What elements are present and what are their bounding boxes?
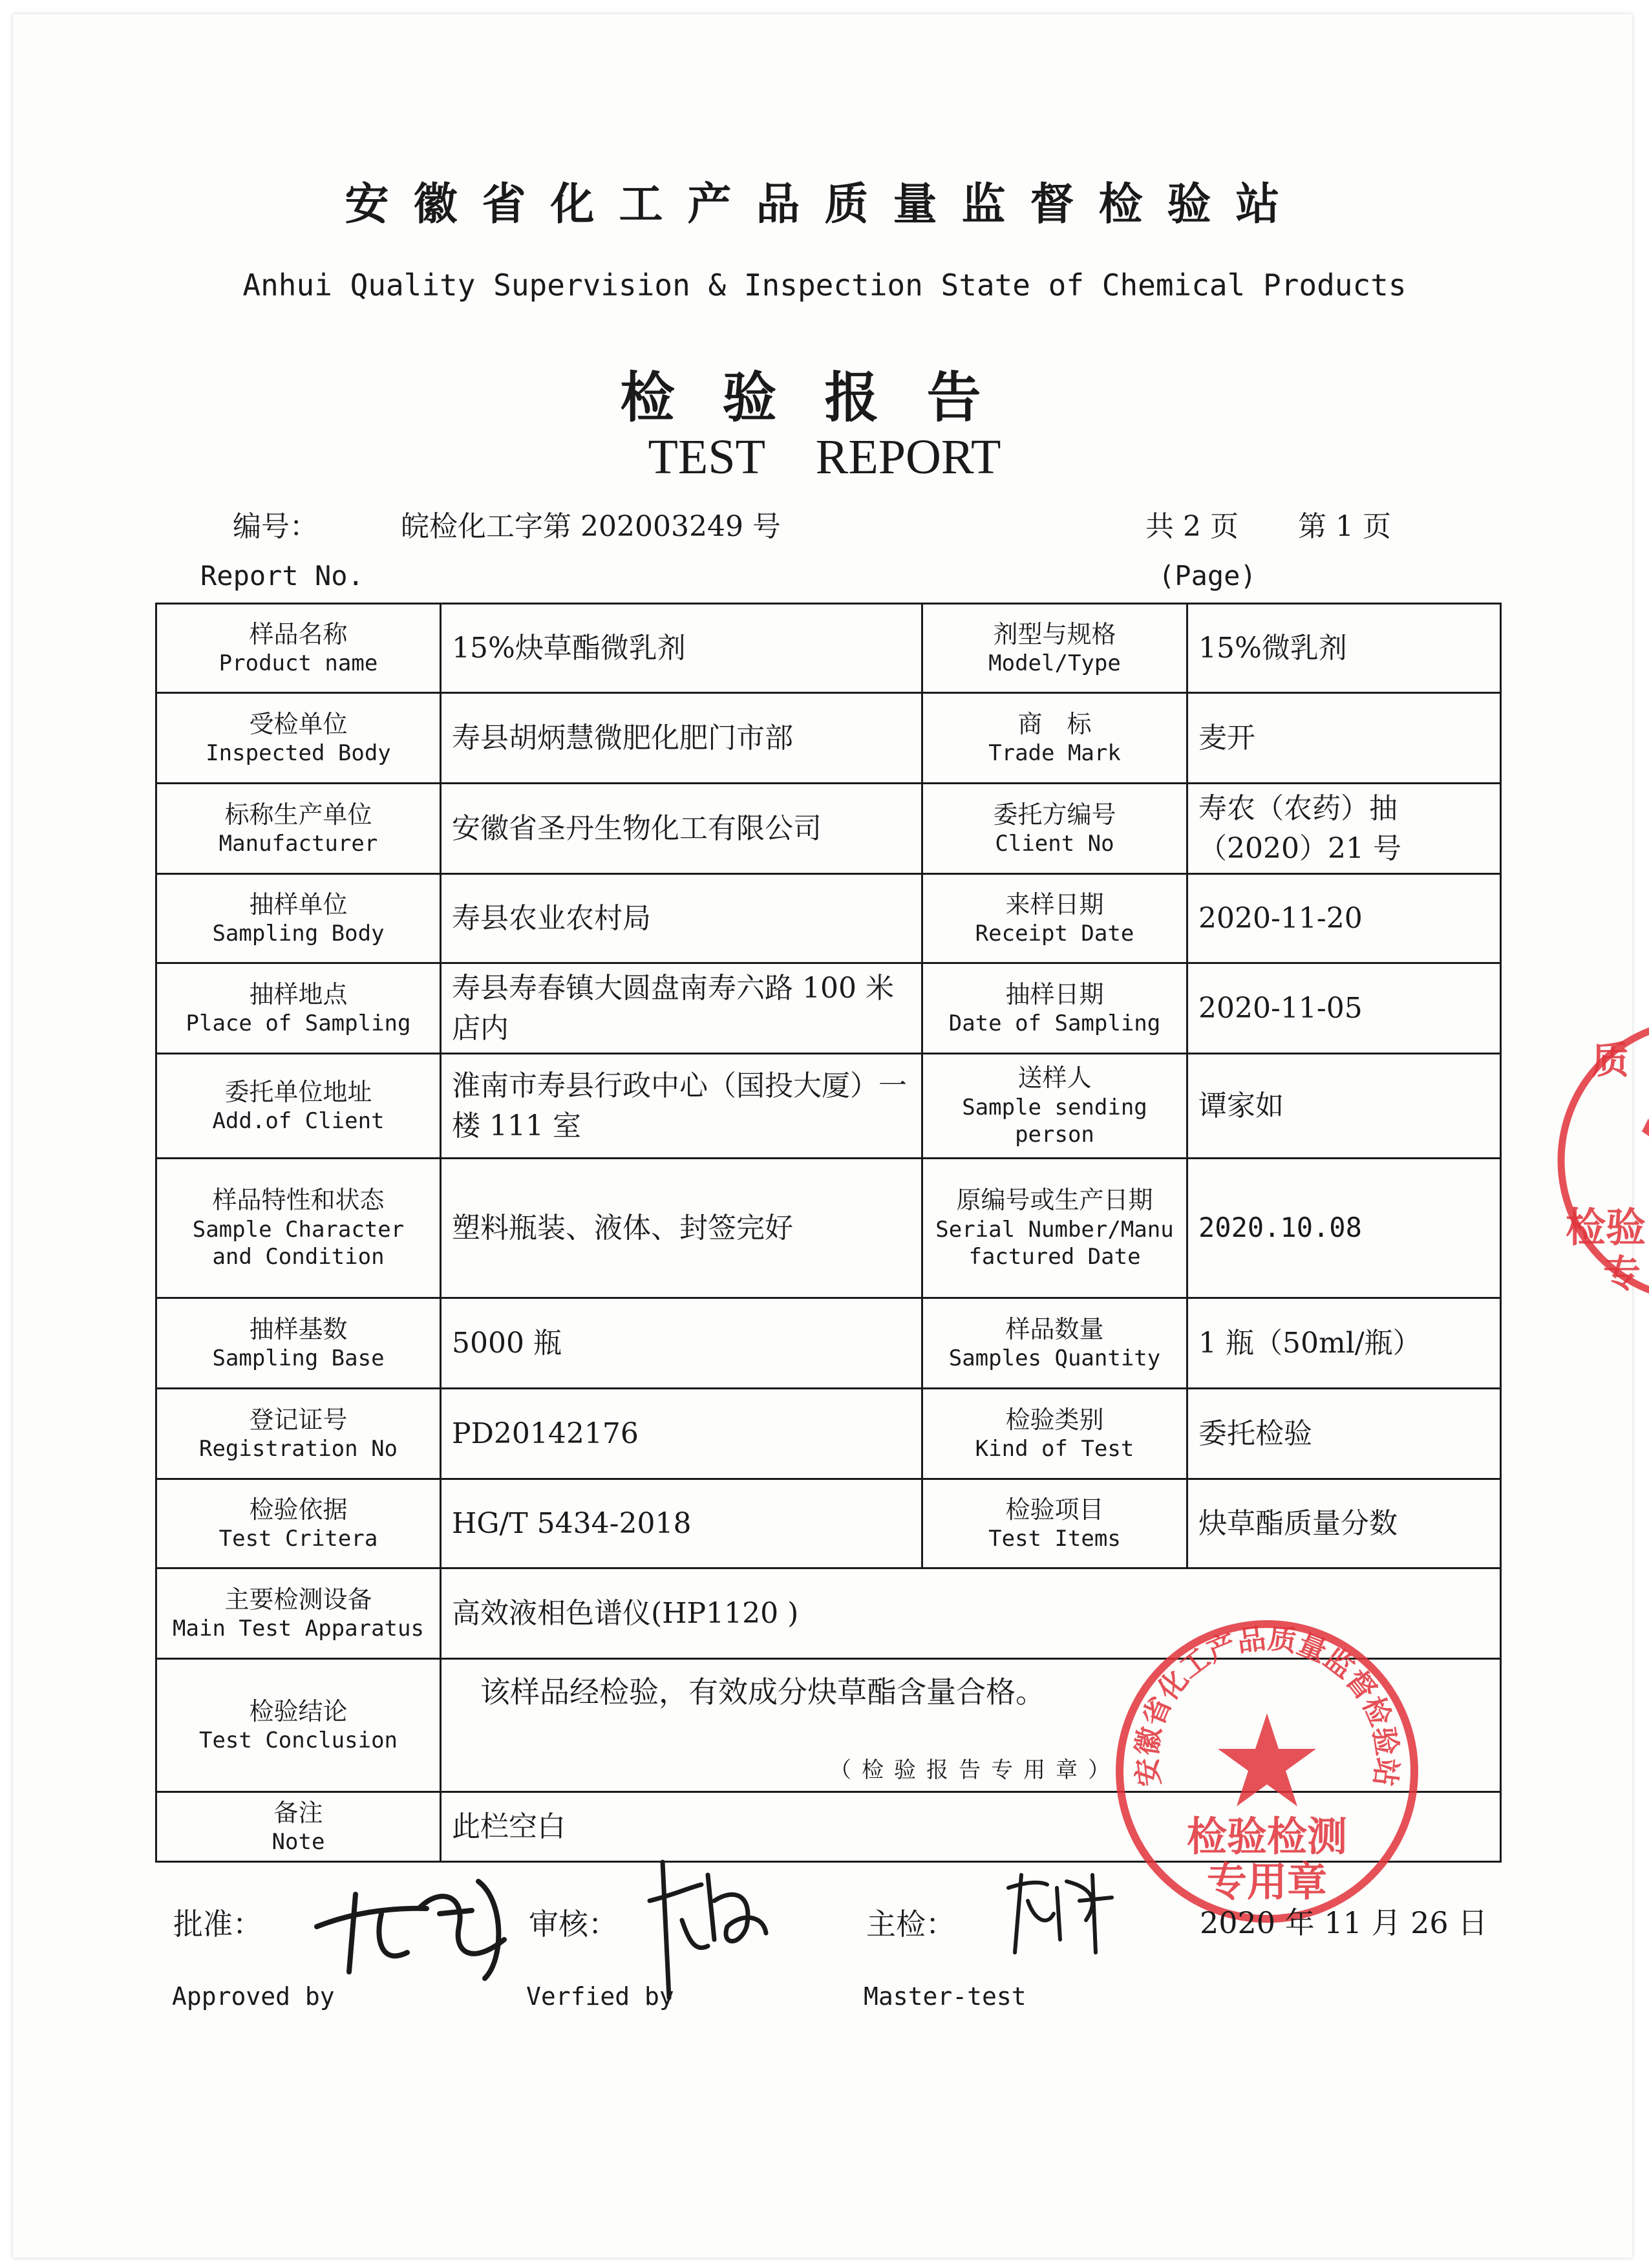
row-label: 样品特性和状态 Sample Character and Condition (156, 1159, 441, 1298)
row-value: 5000 瓶 (441, 1298, 922, 1389)
apparatus-label: 主要检测设备 Main Test Apparatus (156, 1568, 441, 1659)
row-label: 登记证号 Registration No (156, 1389, 441, 1479)
approved-label: 批准： (173, 1907, 262, 1942)
table-row (156, 874, 1501, 963)
report-title-en: TEST REPORT (648, 430, 1001, 484)
row-value: 炔草酯质量分数 (1187, 1479, 1501, 1568)
row-label: 来样日期 Receipt Date (922, 874, 1187, 963)
edge-seal-star-icon (1642, 1118, 1649, 1141)
row-label: 送样人 Sample sending person (922, 1054, 1187, 1159)
edge-seal (1551, 1009, 1649, 1312)
edge-seal-text-1: 质 (1591, 1038, 1630, 1082)
row-label: 原编号或生产日期 Serial Number/Manufactured Date (922, 1159, 1187, 1298)
verified-label: 审核： (529, 1907, 618, 1942)
row-value: 1 瓶（50ml/瓶） (1187, 1298, 1501, 1389)
row-value: 塑料瓶装、液体、封签完好 (441, 1159, 922, 1298)
table-row (156, 1479, 1501, 1568)
row-value: HG/T 5434-2018 (441, 1479, 922, 1568)
row-value: 委托检验 (1187, 1389, 1501, 1479)
apparatus-value: 高效液相色谱仪(HP1120 ) (441, 1568, 1501, 1659)
row-label: 标称生产单位 Manufacturer (156, 784, 441, 874)
row-label: 商 标 Trade Mark (922, 693, 1187, 784)
edge-seal-text-3: 专 (1603, 1252, 1641, 1296)
row-label: 剂型与规格 Model/Type (922, 604, 1187, 693)
approved-signature (310, 1868, 524, 1985)
row-label: 抽样基数 Sampling Base (156, 1298, 441, 1389)
seal-center-line1: 检验检测 (1186, 1813, 1348, 1860)
table-row (156, 693, 1501, 784)
row-label: 检验依据 Test Critera (156, 1479, 441, 1568)
seal-ring-text: 安徽省化工产品质量监督检验站 (1130, 1621, 1404, 1788)
verified-label-en: Verfied by (526, 1982, 674, 2011)
table-row (156, 963, 1501, 1054)
row-label: 检验类别 Kind of Test (922, 1389, 1187, 1479)
official-seal (1112, 1616, 1422, 1927)
seal-center-line2: 专用章 (1206, 1858, 1328, 1905)
note-label: 备注 Note (156, 1792, 441, 1862)
row-label: 抽样地点 Place of Sampling (156, 963, 441, 1054)
table-row (156, 784, 1501, 874)
row-value: 15%微乳剂 (1187, 604, 1501, 693)
row-label: 样品名称 Product name (156, 604, 441, 693)
row-label: 委托单位地址 Add.of Client (156, 1054, 441, 1159)
master-test-label: 主检： (866, 1907, 955, 1942)
page-total: 共 2 页 (1145, 510, 1239, 543)
row-value: PD20142176 (441, 1389, 922, 1479)
row-value: 寿县胡炳慧微肥化肥门市部 (441, 693, 922, 784)
row-value: 谭家如 (1187, 1054, 1501, 1159)
row-label: 检验项目 Test Items (922, 1479, 1187, 1568)
master-test-signature (995, 1862, 1118, 1959)
row-value: 15%炔草酯微乳剂 (441, 604, 922, 693)
table-row (156, 604, 1501, 693)
note-value: 此栏空白 (441, 1792, 1501, 1862)
report-date: 2020 年 11 月 26 日 (1200, 1905, 1488, 1940)
row-value: 淮南市寿县行政中心（国投大厦）一楼 111 室 (441, 1054, 922, 1159)
conclusion-label: 检验结论 Test Conclusion (156, 1659, 441, 1792)
org-name-en: Anhui Quality Supervision & Inspection State of Chemical Products (242, 268, 1407, 303)
row-label: 抽样单位 Sampling Body (156, 874, 441, 963)
row-value: 寿县农业农村局 (441, 874, 922, 963)
verified-signature (643, 1849, 772, 2011)
org-name-cn: 安徽省化工产品质量监督检验站 (345, 178, 1304, 230)
row-label: 委托方编号 Client No (922, 784, 1187, 874)
row-value: 2020.10.08 (1187, 1159, 1501, 1298)
row-label: 抽样日期 Date of Sampling (922, 963, 1187, 1054)
row-value: 寿农（农药）抽（2020）21 号 (1187, 784, 1501, 874)
row-value: 2020-11-05 (1187, 963, 1501, 1054)
row-value: 2020-11-20 (1187, 874, 1501, 963)
table-row (156, 1298, 1501, 1389)
seal-star-icon (1218, 1713, 1316, 1806)
report-no-value: 皖检化工字第 202003249 号 (401, 510, 781, 543)
chop-note: （检验报告专用章） (829, 1757, 1120, 1783)
row-value: 安徽省圣丹生物化工有限公司 (441, 784, 922, 874)
page-current: 第 1 页 (1298, 510, 1391, 543)
report-no-label-en: Report No. (200, 560, 364, 592)
table-row (156, 1159, 1501, 1298)
conclusion-text: 该样品经检验，有效成分炔草酯含量合格。 (480, 1674, 1045, 1709)
edge-seal-text-2: 检验 (1566, 1204, 1646, 1251)
approved-label-en: Approved by (172, 1982, 335, 2011)
table-row (156, 1054, 1501, 1159)
page-label-en: (Page) (1158, 560, 1257, 592)
row-label: 受检单位 Inspected Body (156, 693, 441, 784)
row-value: 麦开 (1187, 693, 1501, 784)
report-no-label-cn: 编号： (233, 510, 318, 543)
table-row (156, 1389, 1501, 1479)
row-label: 样品数量 Samples Quantity (922, 1298, 1187, 1389)
row-value: 寿县寿春镇大圆盘南寿六路 100 米店内 (441, 963, 922, 1054)
master-test-label-en: Master-test (864, 1982, 1027, 2011)
report-title-cn: 检验报告 (620, 365, 1029, 429)
